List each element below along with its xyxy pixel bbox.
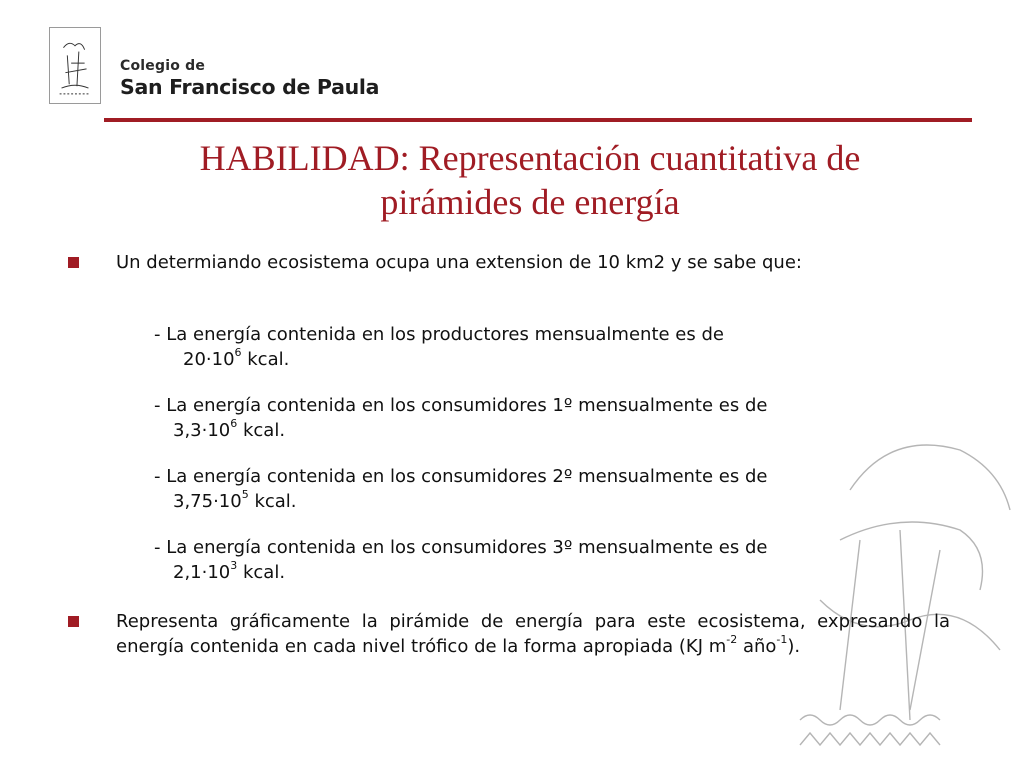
title-line-2: pirámides de energía xyxy=(380,182,680,222)
task-exponent-1: -2 xyxy=(726,633,738,646)
item-unit: kcal. xyxy=(241,349,290,370)
task-text: Representa gráficamente la pirámide de energía para este ecosistema, expresando la energía contenida en cada nivel trófico de la forma apropiada (KJ m xyxy=(116,611,950,657)
item-value: 20·10 xyxy=(183,349,235,370)
school-logo-text xyxy=(120,58,379,100)
task-text-2: año xyxy=(737,636,777,657)
item-text: - La energía contenida en los productores mensualmente es de xyxy=(154,324,724,345)
task-exponent-2: -1 xyxy=(776,633,788,646)
item-value: 2,1·10 xyxy=(173,562,231,583)
item-value: 3,3·10 xyxy=(173,420,231,441)
item-text: - La energía contenida en los consumidores 2º mensualmente es de xyxy=(154,466,768,487)
item-exponent: 6 xyxy=(230,417,238,430)
list-item-consumidores-3 xyxy=(154,535,950,585)
item-unit: kcal. xyxy=(237,562,286,583)
item-unit: kcal. xyxy=(237,420,286,441)
item-exponent: 3 xyxy=(230,559,238,572)
item-text: - La energía contenida en los consumidores 3º mensualmente es de xyxy=(154,537,768,558)
logo-top-text: Colegio de xyxy=(120,58,206,74)
item-exponent: 5 xyxy=(241,488,249,501)
bullet-square-icon xyxy=(68,616,79,627)
task-text-3: ). xyxy=(787,636,801,657)
item-text: - La energía contenida en los consumidores 1º mensualmente es de xyxy=(154,395,768,416)
title-line-1: HABILIDAD: Representación cuantitativa de xyxy=(199,138,861,178)
item-unit: kcal. xyxy=(248,491,297,512)
bullet-square-icon xyxy=(68,257,79,268)
item-exponent: 6 xyxy=(234,346,242,359)
slide-title xyxy=(100,136,960,224)
list-item-consumidores-2 xyxy=(154,464,950,514)
bullet-task xyxy=(116,609,950,659)
item-value: 3,75·10 xyxy=(173,491,242,512)
title-divider xyxy=(104,118,972,122)
list-item-consumidores-1 xyxy=(154,393,950,443)
school-emblem-icon xyxy=(49,27,101,104)
list-item-productores xyxy=(154,322,950,372)
bullet-intro: Un determiando ecosistema ocupa una extension de 10 km2 y se sabe que: xyxy=(116,252,802,273)
logo-main-text: San Francisco de Paula xyxy=(120,75,380,99)
